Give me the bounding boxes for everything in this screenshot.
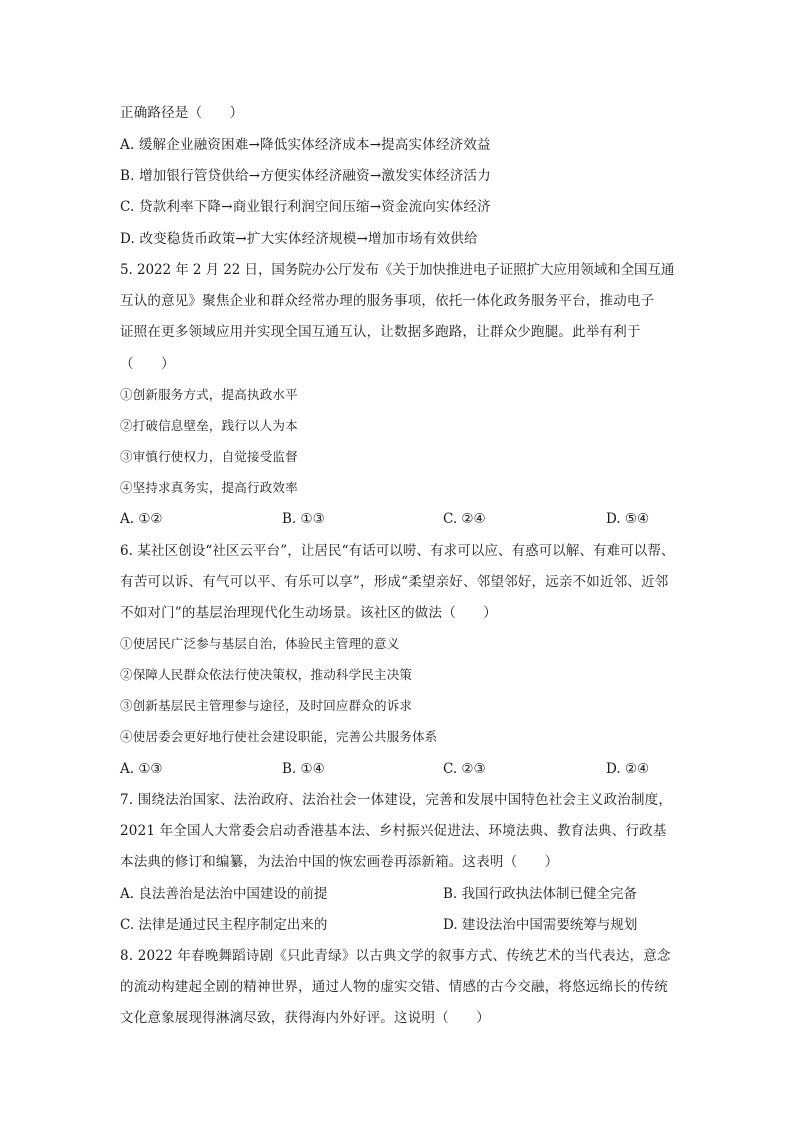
q5-stem-line-1: 5. 2022 年 2 月 22 日，国务院办公厅发布《关于加快推进电子证照扩大应用领域和全国互通 [120,262,675,278]
q5-stem-line-2: 互认的意见》聚焦企业和群众经常办理的服务事项，依托一体化政务服务平台，推动电子 [120,293,655,309]
q5-option-b: B. ①③ [282,511,325,527]
q7-stem-line-3: 本法典的修订和编纂，为法治中国的恢宏画卷再添新箱。这表明（ ） [120,854,559,870]
q6-stem-line-1: 6. 某社区创设“社区云平台”，让居民“有话可以唠、有求可以应、有惑可以解、有难可以帮、 [120,543,675,559]
q7-option-d: D. 建设法治中国需要统筹与规划 [443,917,638,933]
q6-statement-3: ③创新基层民主管理参与途径，及时回应群众的诉求 [120,698,413,713]
q5-statement-4: ④坚持求真务实，提高行政效率 [120,480,298,495]
q4-option-b: B. 增加银行管贷供给→方便实体经济融资→激发实体经济活力 [120,168,491,184]
q4-option-a: A. 缓解企业融资困难→降低实体经济成本→提高实体经济效益 [120,137,491,153]
q7-stem-line-2: 2021 年全国人大常委会启动香港基本法、乡村振兴促进法、环境法典、教育法典、行政基 [120,823,667,839]
q5-stem-line-3: 证照在更多领域应用并实现全国互通互认，让数据多跑路，让群众少跑腿。此举有利于 [120,324,641,340]
q6-statement-2: ②保障人民群众依法行使决策权，推动科学民主决策 [120,667,413,682]
q8-stem-line-1: 8. 2022 年春晚舞蹈诗剧《只此青绿》以古典文学的叙事方式、传统艺术的当代表达，意念 [120,948,671,964]
q5-option-c: C. ②④ [443,511,486,527]
q4-option-d: D. 改变稳货币政策→扩大实体经济规模→增加市场有效供给 [120,231,478,247]
q5-stem-line-4: （ ） [120,356,175,372]
q6-option-a: A. ①③ [120,761,163,777]
q7-option-a: A. 良法善治是法治中国建设的前提 [120,886,328,902]
q6-stem-line-2: 有苦可以诉、有气可以平、有乐可以享”，形成“柔望亲好、邻望邻好，远亲不如近邻、近邻 [120,574,669,590]
q7-option-b: B. 我国行政执法体制已健全完备 [443,886,638,902]
q8-stem-line-2: 的流动构建起全剧的精神世界，通过人物的虚实交错、情感的古今交融，将悠远绵长的传统 [120,979,668,995]
q5-option-a: A. ①② [120,511,163,527]
q4-stem-tail: 正确路径是（ ） [120,105,244,121]
q5-statement-3: ③审慎行使权力，自觉接受监督 [120,449,298,464]
q5-statement-2: ②打破信息壁垒，践行以人为本 [120,418,298,433]
q6-statement-1: ①使居民广泛参与基层自治，体验民主管理的意义 [120,636,400,651]
q5-statement-1: ①创新服务方式，提高执政水平 [120,387,298,402]
q6-stem-line-3: 不如对门”的基层治理现代化生动场景。该社区的做法（ ） [120,605,498,621]
q6-option-c: C. ②③ [443,761,486,777]
q7-option-c: C. 法律是通过民主程序制定出来的 [120,917,328,933]
q6-option-b: B. ①④ [282,761,325,777]
q4-option-c: C. 贷款利率下降→商业银行利润空间压缩→资金流向实体经济 [120,199,491,215]
q6-option-d: D. ②④ [606,761,650,777]
q6-statement-4: ④使居委会更好地行使社会建设职能，完善公共服务体系 [120,729,438,744]
q7-stem-line-1: 7. 围绕法治国家、法治政府、法治社会一体建设，完善和发展中国特色社会主义政治制度， [120,792,673,808]
q8-stem-line-3: 文化意象展现得淋漓尽致，获得海内外好评。这说明（ ） [120,1010,490,1026]
q5-option-d: D. ⑤④ [606,511,650,527]
